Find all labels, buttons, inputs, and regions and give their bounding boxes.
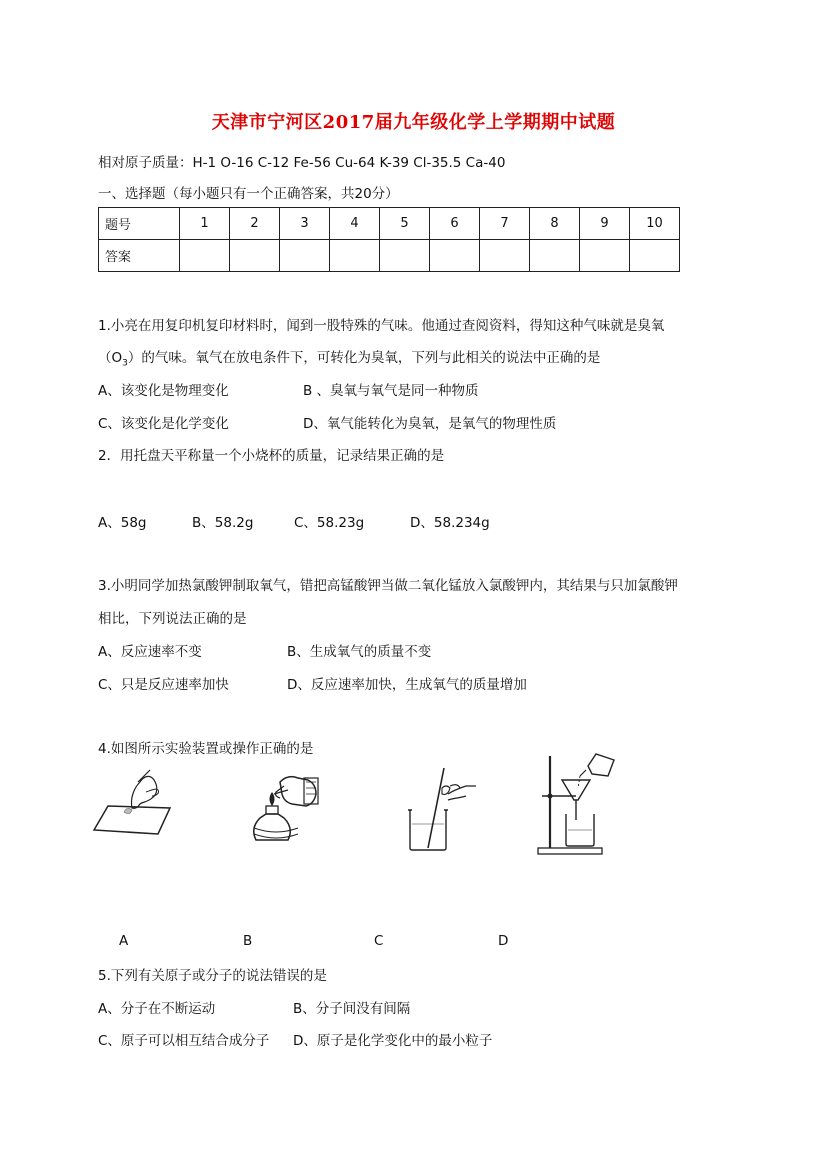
q3-option-a: A、反应速率不变 (98, 644, 202, 660)
answer-cell[interactable] (580, 240, 630, 272)
q3-option-b: B、生成氧气的质量不变 (287, 644, 432, 660)
table-row (99, 240, 680, 272)
q5-option-a: A、分子在不断运动 (98, 1001, 216, 1017)
q5-stem: 5.下列有关原子或分子的说法错误的是 (98, 968, 327, 984)
q1-option-d: D、氧气能转化为臭氧，是氧气的物理性质 (303, 416, 557, 432)
answer-table (98, 207, 680, 272)
table-cell: 1 (180, 208, 230, 240)
answer-cell[interactable] (280, 240, 330, 272)
figure-label-d: D (498, 933, 509, 949)
answer-cell[interactable] (430, 240, 480, 272)
answer-cell[interactable] (180, 240, 230, 272)
table-header-number: 题号 (99, 208, 180, 240)
figure-label-b: B (243, 933, 253, 949)
table-header-answer: 答案 (99, 240, 180, 272)
table-cell: 3 (280, 208, 330, 240)
figure-label-a: A (119, 933, 129, 949)
answer-cell[interactable] (630, 240, 680, 272)
atomic-masses: 相对原子质量：H-1 O-16 C-12 Fe-56 Cu-64 K-39 Cl-35.5 Ca-40 (98, 155, 506, 171)
table-row (99, 208, 680, 240)
q1-stem-line2: $(O_3)$的气味。氧气在放电条件下，可转化为臭氧，下列与此相关的说法中正确的是 (98, 350, 601, 369)
q3-option-d: D、反应速率加快，生成氧气的质量增加 (287, 677, 527, 693)
q3-stem-line2: 相比，下列说法正确的是 (98, 611, 247, 627)
q1-option-c: C、该变化是化学变化 (98, 416, 229, 432)
q1-stem-line1: 1.小亮在用复印机复印材料时，闻到一股特殊的气味。他通过查阅资料，得知这种气味就是臭氧 (98, 318, 665, 334)
q5-option-c: C、原子可以相互结合成分子 (98, 1033, 270, 1049)
q5-option-b: B、分子间没有间隔 (293, 1001, 411, 1017)
answer-cell[interactable] (330, 240, 380, 272)
figure-c-icon (404, 764, 480, 852)
q4-stem: 4.如图所示实验装置或操作正确的是 (98, 741, 314, 757)
figure-d-icon (536, 752, 620, 856)
table-cell: 2 (230, 208, 280, 240)
q2-stem: 2．用托盘天平称量一个小烧杯的质量，记录结果正确的是 (98, 448, 445, 464)
q1-option-a: A、该变化是物理变化 (98, 383, 229, 399)
q5-option-d: D、原子是化学变化中的最小粒子 (293, 1033, 493, 1049)
answer-cell[interactable] (530, 240, 580, 272)
page-title: 天津市宁河区2017届九年级化学上学期期中试题 (211, 112, 616, 133)
figure-label-c: C (374, 933, 384, 949)
q1-option-b: B 、臭氧与氧气是同一种物质 (303, 383, 479, 399)
table-cell: 4 (330, 208, 380, 240)
table-cell: 6 (430, 208, 480, 240)
q2-option-c: C、58.23g (294, 515, 365, 531)
q3-option-c: C、只是反应速率加快 (98, 677, 229, 693)
q2-option-b: B、58.2g (192, 515, 254, 531)
q3-stem-line1: 3.小明同学加热氯酸钾制取氧气，错把高锰酸钾当做二氧化锰放入氯酸钾内，其结果与只加氯酸钾 (98, 578, 678, 594)
q2-option-d: D、58.234g (410, 515, 490, 531)
answer-cell[interactable] (230, 240, 280, 272)
answer-cell[interactable] (380, 240, 430, 272)
figure-b-icon (246, 770, 326, 850)
answer-cell[interactable] (480, 240, 530, 272)
table-cell: 9 (580, 208, 630, 240)
table-cell: 5 (380, 208, 430, 240)
table-cell: 8 (530, 208, 580, 240)
figure-a-icon (86, 768, 176, 840)
q2-option-a: A、58g (98, 515, 147, 531)
table-cell: 7 (480, 208, 530, 240)
section-heading: 一、选择题（每小题只有一个正确答案，共20分） (98, 186, 399, 202)
table-cell: 10 (630, 208, 680, 240)
